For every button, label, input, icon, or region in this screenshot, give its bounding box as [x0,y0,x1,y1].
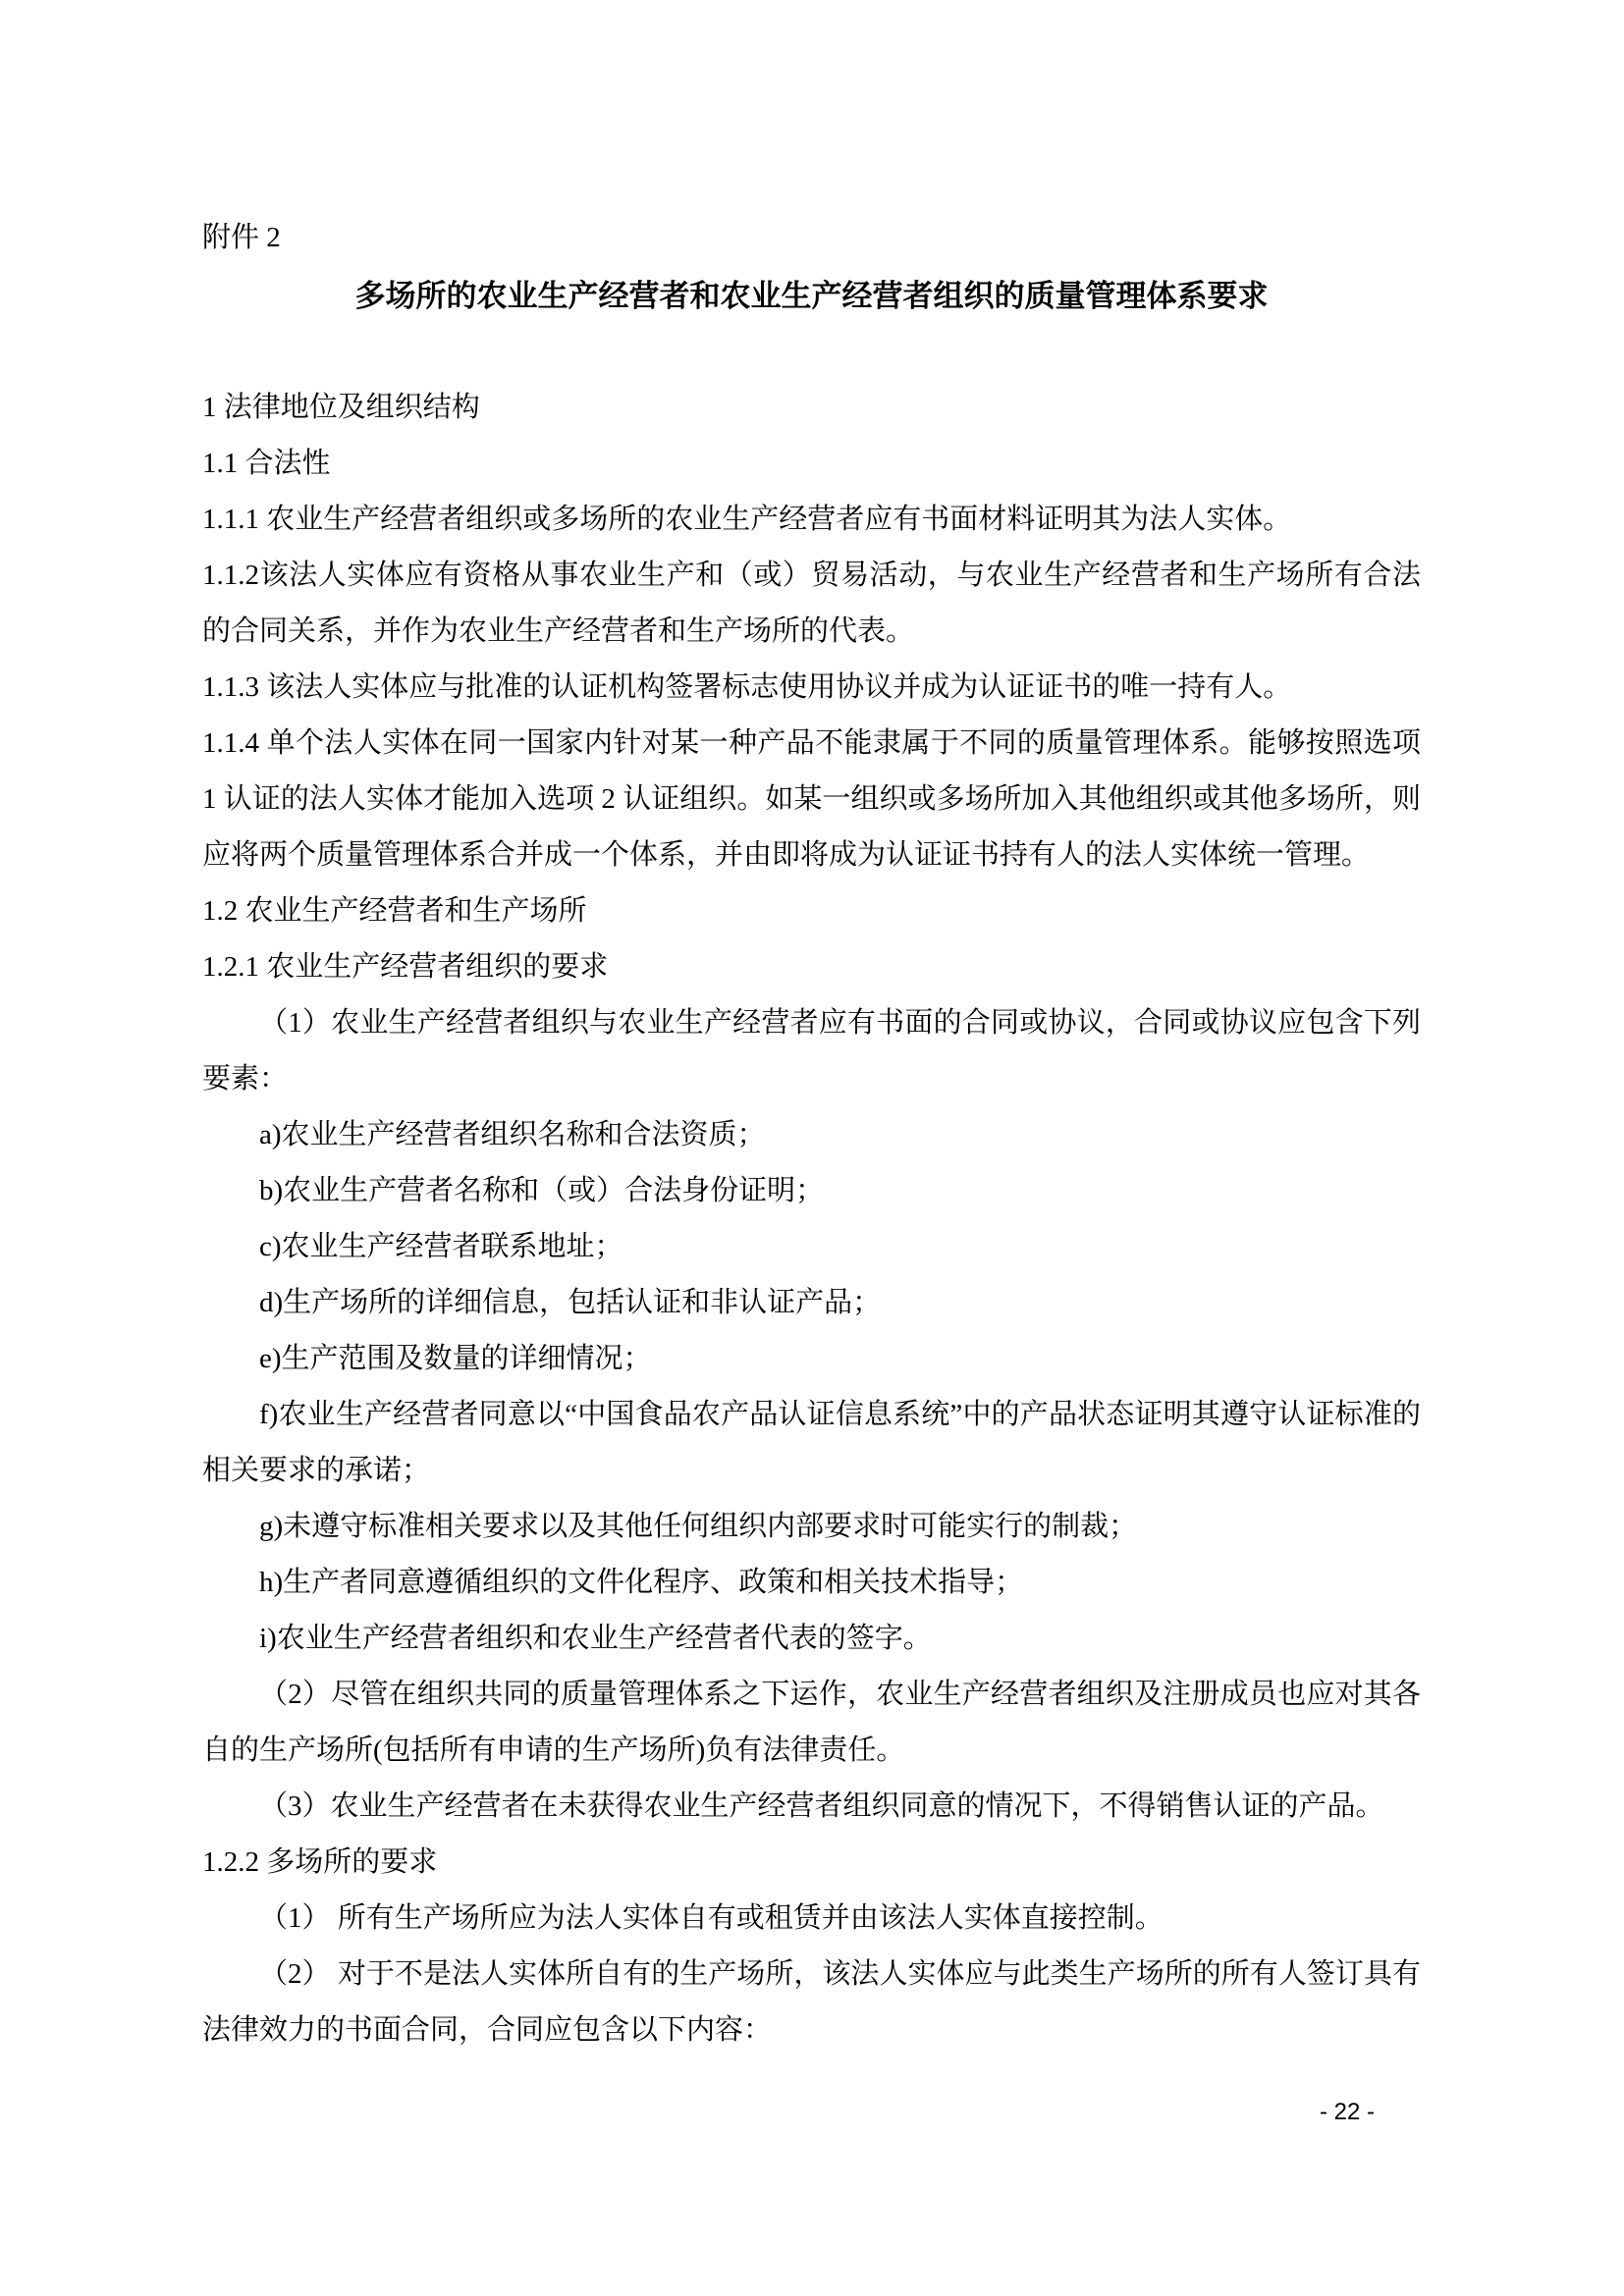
paragraph: 1 法律地位及组织结构 [202,392,480,423]
paragraph: e)生产范围及数量的详细情况； [259,1343,652,1374]
paragraph: 1.1.1 农业生产经营者组织或多场所的农业生产经营者应有书面材料证明其为法人实体。 [202,504,1292,535]
paragraph: 1.1.4 单个法人实体在同一国家内针对某一种产品不能隶属于不同的质量管理体系。能够按照选项 1 认证的法人实体才能加入选项 2 认证组织。如某一组织或多场所加入其他组织或其他多场所，则应将两个质量管理体系合并成一个体系，并由即将成为认证证书持有人的法人实体统一管理。 [202,727,1421,871]
paragraph: 1.1.3 该法人实体应与批准的认证机构签署标志使用协议并成为认证证书的唯一持有人。 [202,671,1292,703]
document-title: 多场所的农业生产经营者和农业生产经营者组织的质量管理体系要求 [354,279,1269,313]
paragraph: （1） 所有生产场所应为法人实体自有或租赁并由该法人实体直接控制。 [259,1902,1164,1934]
paragraph: g)未遵守标准相关要求以及其他任何组织内部要求时可能实行的制裁； [259,1511,1138,1542]
paragraph: （2）尽管在组织共同的质量管理体系之下运作，农业生产经营者组织及注册成员也应对其各自的生产场所(包括所有申请的生产场所)负有法律责任。 [202,1679,1421,1766]
paragraph: b)农业生产营者名称和（或）合法身份证明； [259,1175,825,1206]
paragraph: 1.1.2该法人实体应有资格从事农业生产和（或）贸易活动，与农业生产经营者和生产场所有合法的合同关系，并作为农业生产经营者和生产场所的代表。 [202,560,1421,647]
paragraph: i)农业生产经营者组织和农业生产经营者代表的签字。 [259,1623,932,1654]
document-body [202,380,1421,2058]
paragraph: h)生产者同意遵循组织的文件化程序、政策和相关技术指导； [259,1567,1024,1598]
paragraph: （3）农业生产经营者在未获得农业生产经营者组织同意的情况下，不得销售认证的产品。 [259,1790,1384,1822]
paragraph: f)农业生产经营者同意以“中国食品农产品认证信息系统”中的产品状态证明其遵守认证标准的相关要求的承诺； [202,1399,1421,1486]
paragraph: 1.2.2 多场所的要求 [202,1846,438,1878]
paragraph: d)生产场所的详细信息，包括认证和非认证产品； [259,1287,882,1318]
paragraph: （1）农业生产经营者组织与农业生产经营者应有书面的合同或协议，合同或协议应包含下列要素： [202,1007,1421,1095]
paragraph: a)农业生产经营者组织名称和合法资质； [259,1119,766,1150]
paragraph: （2） 对于不是法人实体所自有的生产场所，该法人实体应与此类生产场所的所有人签订具有法律效力的书面合同，合同应包含以下内容： [202,1958,1421,2046]
paragraph: 1.2 农业生产经营者和生产场所 [202,895,587,927]
page-number: - 22 - [1319,2099,1375,2125]
attachment-label: 附件 2 [202,222,281,253]
paragraph: 1.2.1 农业生产经营者组织的要求 [202,951,609,983]
paragraph: c)农业生产经营者联系地址； [259,1231,623,1262]
paragraph: 1.1 合法性 [202,448,331,479]
